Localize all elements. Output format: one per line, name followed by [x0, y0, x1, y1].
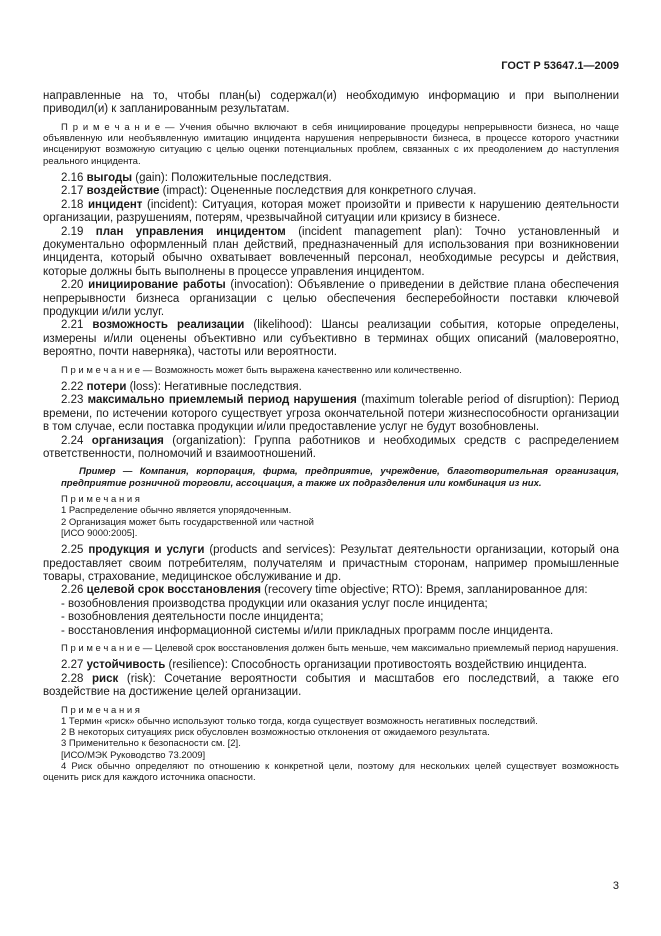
source-reference-risk [43, 750, 619, 761]
text-segment: П р и м е ч а н и я [61, 704, 140, 716]
text-segment: (recovery time objective; RTO): Время, запланированное для: [260, 584, 588, 597]
text-segment: 2 Организация может быть государственной или частной [61, 516, 314, 528]
text-segment: П р и м е ч а н и е — Возможность может быть выражена качественно или количественно. [61, 364, 462, 376]
text-segment: (invocation): Объявление о приведении в действие плана обеспечения непрерывности бизнеса организации с целью обеспечения бесперебойности поставки ключевой продукции и/или услуг. [43, 279, 620, 319]
note-risk-2 [43, 727, 619, 738]
text-segment: 2.26 [61, 584, 87, 597]
text-segment: 1 Термин «риск» обычно используют только тогда, когда существует возможность негативных последствий. [61, 715, 538, 727]
text-segment: - восстановления информационной системы и/или прикладных программ после инцидента. [61, 624, 554, 637]
text-segment: (gain): Положительные последствия. [132, 172, 332, 184]
text-segment: - возобновления деятельности после инцидента; [61, 611, 324, 624]
text-segment: (incident management plan): Точно установленный и документально оформленный план действий, предназначенный для использования при возникновении инцидента, который обычно охватывает вовлеченный персонал, необходимые ресурсы и действия, которые должны быть выполнены в процессе управления инцидентом. [43, 225, 619, 278]
definition-2-18 [43, 199, 619, 226]
text-segment: (risk): Сочетание вероятности события и масштабов его последствий, а также его воздействие на достижение целей организации. [43, 672, 620, 699]
text-segment: организация [91, 434, 164, 447]
text-segment: (organization): Группа работников и необходимых средств с распределением ответственности, полномочий и взаимоотношений. [43, 434, 619, 461]
note-risk-4 [43, 761, 619, 784]
text-segment: выгоды [86, 172, 133, 184]
text-segment: П р и м е ч а н и е — Целевой срок восстановления должен быть меньше, чем максимально приемлемый период нарушения. [61, 643, 619, 655]
text-segment: 2.18 [61, 198, 88, 211]
text-segment: 3 Применительно к безопасности см. [2]. [61, 738, 241, 750]
text-segment: 2.22 [61, 380, 87, 393]
definition-2-20 [43, 279, 619, 319]
document-content [43, 60, 619, 784]
text-segment: [ИСО/МЭК Руководство 73.2009] [61, 749, 206, 761]
definition-2-27 [43, 659, 619, 672]
text-segment: 1 Распределение обычно является упорядоченным. [61, 505, 292, 517]
text-segment: план управления инцидентом [95, 225, 286, 238]
note-risk-3 [43, 738, 619, 749]
definition-2-17 [43, 185, 619, 198]
note-risk-1 [43, 716, 619, 727]
text-segment: 2.25 [61, 544, 89, 557]
definition-2-16 [43, 172, 619, 185]
text-segment: 2.23 [61, 394, 88, 407]
text-segment: направленные на то, чтобы план(ы) содержал(и) необходимую информацию и при выполнении приводил(и) к запланированным результатам. [43, 90, 619, 116]
definition-2-25 [43, 544, 619, 584]
definition-2-19 [43, 226, 619, 280]
text-segment: 4 Риск обычно определяют по отношению к конкретной цели, поэтому для нескольких целей существует возможность оценить риск для каждого источника опасности. [43, 761, 619, 784]
notes-heading-risk [43, 705, 619, 716]
text-segment: (products and services): Результат деятельности организации, который она предоставляет своим потребителям, получателям и причастным сторонам, например промышленные товары, страхование, медицинское обслуживание и др. [43, 544, 620, 584]
definition-2-24 [43, 435, 619, 462]
text-segment: 2.27 [61, 659, 87, 672]
text-segment: 2.17 [61, 185, 87, 198]
text-segment: П р и м е ч а н и я [61, 494, 140, 506]
text-segment: (impact): Оцененные последствия для конкретного случая. [159, 185, 477, 198]
list-item-3 [43, 625, 619, 638]
note-item-1 [43, 505, 619, 516]
definition-2-21 [43, 319, 619, 359]
text-segment: - возобновления производства продукции или оказания услуг после инцидента; [61, 597, 488, 610]
definition-2-28 [43, 673, 619, 700]
text-segment: 2.21 [61, 319, 93, 332]
text-segment: [ИСО 9000:2005]. [61, 527, 138, 539]
text-segment: (maximum tolerable period of disruption): Период времени, по истечении которого существует угроза окончательной потери жизнеспособности организации в том случае, если поставка продукции и/или предоставление услуг не будут возобновлены. [43, 394, 619, 434]
source-reference [43, 528, 619, 539]
text-segment: Пример — Компания, корпорация, фирма, предприятие, учреждение, благотворительная организация, предприятие розничной торговли, ассоциация, а также их подразделения или комбинация из них. [61, 466, 619, 489]
text-segment: 2.19 [61, 225, 96, 238]
text-segment: 2.28 [61, 672, 93, 685]
text-segment: (likelihood): Шансы реализации события, которые определены, измерены и/или оценены объективно или субъективно в терминах общих описаний (маловероятно, вероятно, почти наверняка), частоты или вероятности. [43, 319, 620, 359]
text-segment: продукция и услуги [88, 544, 205, 557]
text-segment: 2.20 [61, 279, 89, 292]
text-segment: воздействие [86, 185, 160, 198]
text-segment: целевой срок восстановления [86, 584, 261, 597]
list-item-1 [43, 598, 619, 611]
text-segment: потери [86, 380, 127, 393]
text-segment: устойчивость [86, 659, 166, 672]
definition-2-26 [43, 584, 619, 597]
text-segment: П р и м е ч а н и е — Учения обычно включают в себя инициирование процедуры непрерывности бизнеса, но чаще объявленную или необъявленную имитацию инцидента нарушения непрерывности бизнеса, в процессе которого участники инсценируют возможную ситуацию с целью оценки потенциальных проблем, связанных с их преодолением до наступления реального инцидента. [43, 121, 619, 167]
text-segment: инцидент [87, 198, 143, 211]
notes-heading [43, 494, 619, 505]
definition-2-22 [43, 381, 619, 394]
text-segment: максимально приемлемый период нарушения [87, 394, 357, 407]
example-organization [61, 466, 619, 489]
note-exercises [43, 122, 619, 167]
text-segment: (incident): Ситуация, которая может произойти и привести к нарушению деятельности организации, разрушениям, потерям, чрезвычайной ситуации или кризису в бизнесе. [43, 198, 619, 225]
definition-2-23 [43, 394, 619, 434]
text-segment: инициирование работы [88, 279, 226, 292]
list-item-2 [43, 611, 619, 624]
note-rto [43, 643, 619, 654]
page-number: 3 [612, 880, 619, 892]
text-segment: возможность реализации [92, 319, 245, 332]
text-segment: (loss): Негативные последствия. [126, 380, 302, 393]
note-item-2 [43, 517, 619, 528]
text-segment: (resilience): Способность организации противостоять воздействию инцидента. [165, 659, 587, 672]
continuation-paragraph [43, 90, 619, 117]
text-segment: риск [92, 672, 119, 685]
text-segment: 2.16 [61, 172, 87, 184]
note-likelihood [43, 365, 619, 376]
text-segment: 2.24 [61, 434, 92, 447]
document-number-header: ГОСТ Р 53647.1—2009 [501, 60, 619, 72]
text-segment: 2 В некоторых ситуациях риск обусловлен возможностью отклонения от ожидаемого результата. [61, 727, 490, 739]
